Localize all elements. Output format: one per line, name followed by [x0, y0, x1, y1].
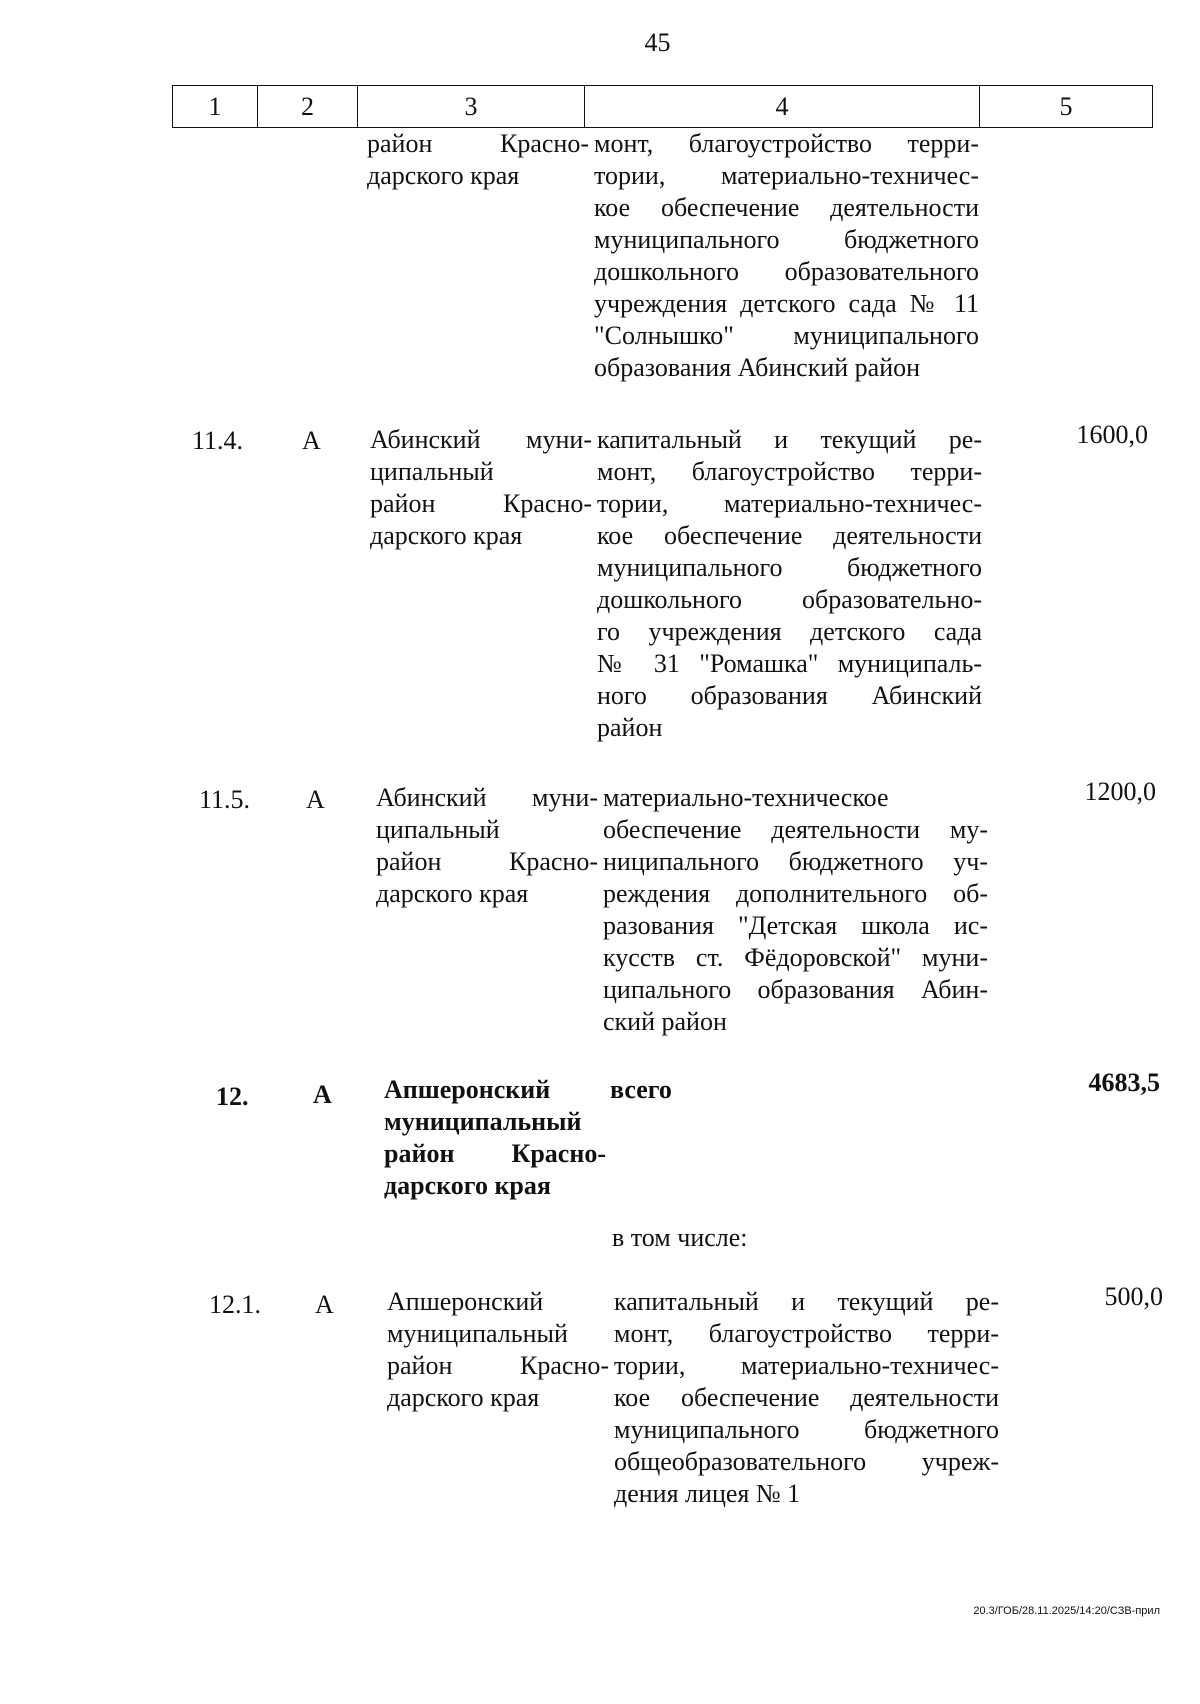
description-line: тории, материально-техничес-: [594, 161, 979, 190]
municipality-line: Абинский муни-: [376, 783, 598, 812]
description-line: образования Абинский район: [594, 353, 921, 382]
description-line: монт, благоустройство терри-: [594, 129, 979, 158]
row-number: 12.: [216, 1082, 249, 1111]
description-line: муниципального бюджетного: [614, 1415, 999, 1444]
description-line: дошкольного образовательно-: [597, 585, 982, 614]
row-number: 11.5.: [199, 785, 251, 814]
row-code: А: [315, 1290, 334, 1319]
row-number: 12.1.: [209, 1290, 261, 1319]
description-line: тории, материально-техничес-: [614, 1351, 999, 1380]
footer-stamp: 20.3/ГОБ/28.11.2025/14:20/СЗВ-прил: [973, 1605, 1160, 1617]
municipality-line: дарского края: [384, 1171, 551, 1200]
row-code: А: [302, 426, 321, 455]
municipality-line: дарского края: [370, 521, 523, 550]
description-line: кое обеспечение деятельности: [614, 1383, 999, 1412]
description-cell: [594, 128, 979, 384]
municipality-line: дарского края: [387, 1383, 540, 1412]
description-line: реждения дополнительного об-: [603, 879, 988, 908]
page-number: 45: [644, 28, 671, 57]
column-1-header: 1: [173, 86, 258, 128]
municipality-line: Апшеронский: [387, 1287, 544, 1316]
description-line: кусств ст. Фёдоровской" муни-: [603, 943, 988, 972]
description-line: монт, благоустройство терри-: [614, 1319, 999, 1348]
column-number-header: [172, 85, 1153, 128]
amount-value: 1200,0: [1084, 777, 1156, 806]
description-line: капитальный и текущий ре-: [614, 1287, 999, 1316]
row-code: А: [306, 785, 325, 814]
column-3-header: 3: [358, 86, 585, 128]
column-5-header: 5: [980, 86, 1153, 128]
description-line: ниципального бюджетного уч-: [603, 847, 988, 876]
municipality-line: район Красно-: [387, 1351, 609, 1380]
column-2-header: 2: [258, 86, 358, 128]
description-cell: [614, 1286, 999, 1510]
row-code: А: [313, 1080, 332, 1109]
description-line: капитальный и текущий ре-: [597, 425, 982, 454]
description-line: тории, материально-техничес-: [597, 489, 982, 518]
column-4-header: 4: [585, 86, 980, 128]
description-line: ного образования Абинский: [597, 681, 982, 710]
description-line: учреждения детского сада № 11: [594, 289, 979, 318]
description-line: № 31 "Ромашка" муниципаль-: [597, 649, 982, 678]
municipality-cell: [376, 782, 598, 910]
municipality-line: Абинский муни-: [370, 425, 592, 454]
description-line: обеспечение деятельности му-: [603, 815, 988, 844]
amount-value: 500,0: [1104, 1282, 1163, 1311]
description-line: го учреждения детского сада: [597, 617, 982, 646]
municipality-cell: [367, 128, 589, 192]
description-line: муниципального бюджетного: [594, 225, 979, 254]
description-line: кое обеспечение деятельности: [594, 193, 979, 222]
description-line: ский район: [603, 1007, 727, 1036]
municipality-line: дарского края: [376, 879, 529, 908]
municipality-line: муниципальный: [384, 1107, 582, 1136]
amount-value: 1600,0: [1076, 420, 1148, 449]
amount-value: 4683,5: [1088, 1068, 1160, 1097]
municipality-line: Апшеронский: [384, 1075, 551, 1104]
description-line: дения лицея № 1: [614, 1479, 801, 1508]
description-line: монт, благоустройство терри-: [597, 457, 982, 486]
description-cell: [603, 782, 988, 1038]
municipality-line: ципальный: [376, 815, 500, 844]
sub-label: в том числе:: [612, 1223, 748, 1252]
municipality-cell: [387, 1286, 609, 1414]
municipality-line: район Красно-: [367, 129, 589, 158]
description-line: ципального образования Абин-: [603, 975, 988, 1004]
municipality-line: район Красно-: [376, 847, 598, 876]
municipality-cell: [384, 1074, 606, 1202]
description-cell: [610, 1074, 995, 1106]
municipality-line: ципальный: [370, 457, 494, 486]
municipality-line: район Красно-: [384, 1139, 606, 1168]
municipality-line: дарского края: [367, 161, 520, 190]
description-line: разования "Детская школа ис-: [603, 911, 988, 940]
description-line: общеобразовательного учреж-: [614, 1447, 999, 1476]
description-line: дошкольного образовательного: [594, 257, 979, 286]
description-line: район: [597, 713, 663, 742]
description-line: кое обеспечение деятельности: [597, 521, 982, 550]
description-cell: [597, 424, 982, 744]
description-line: муниципального бюджетного: [597, 553, 982, 582]
municipality-cell: [370, 424, 592, 552]
municipality-line: район Красно-: [370, 489, 592, 518]
description-line: всего: [610, 1075, 672, 1104]
municipality-line: муниципальный: [387, 1319, 568, 1348]
row-number: 11.4.: [192, 426, 244, 455]
description-line: материально-техническое: [603, 783, 889, 812]
description-line: "Солнышко" муниципального: [594, 321, 979, 350]
